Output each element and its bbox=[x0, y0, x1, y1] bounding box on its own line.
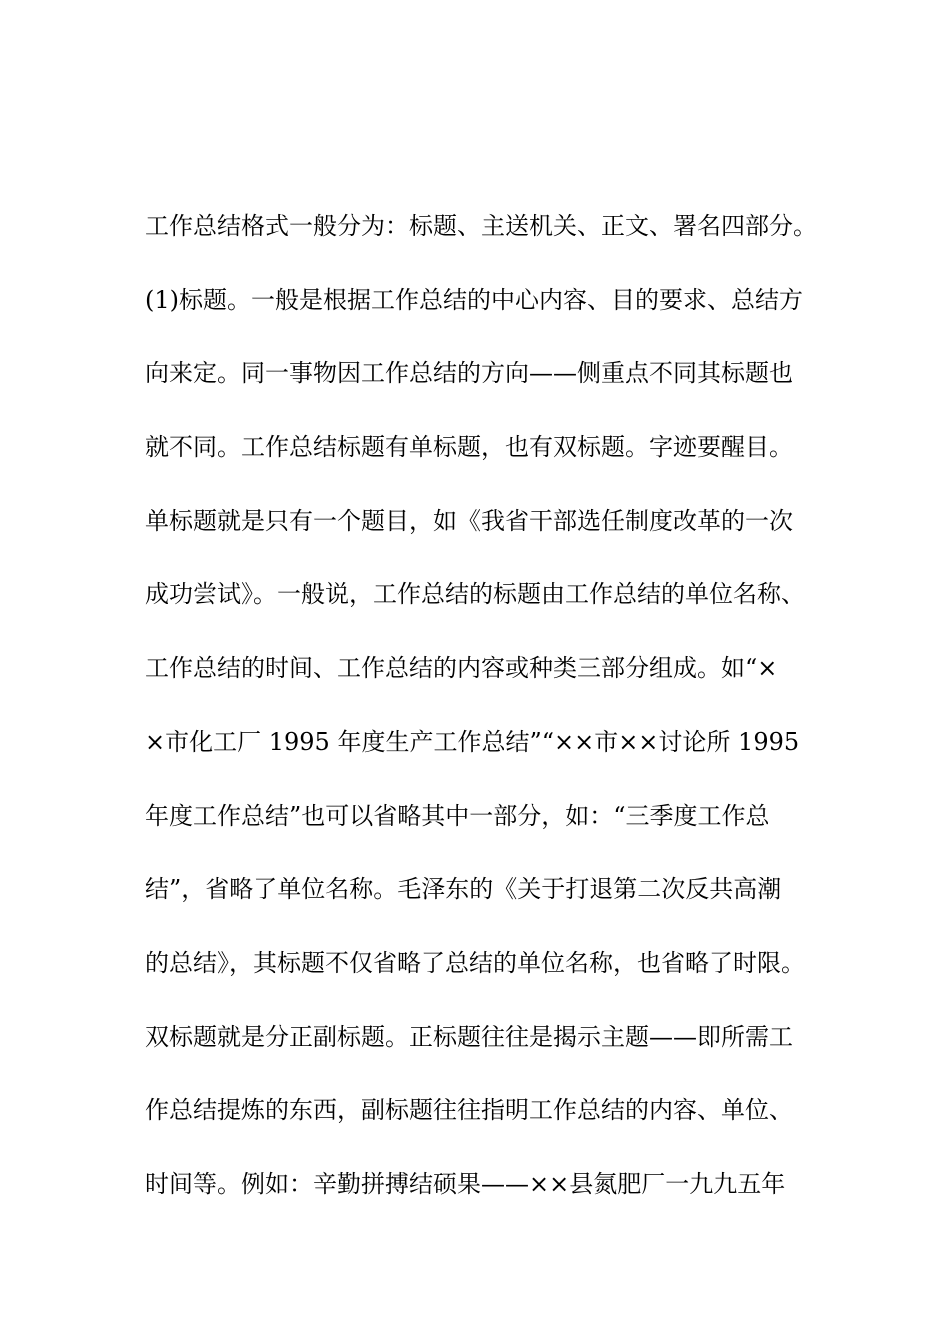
text-line: 单标题就是只有一个题目，如《我省干部选任制度改革的一次 bbox=[145, 506, 793, 535]
text-line: 作总结提炼的东西，副标题往往指明工作总结的内容、单位、 bbox=[145, 1096, 793, 1125]
text-line: (1)标题。一般是根据工作总结的中心内容、目的要求、总结方 bbox=[145, 285, 803, 314]
text-line: 双标题就是分正副标题。正标题往往是揭示主题——即所需工 bbox=[145, 1022, 793, 1051]
text-line: 工作总结格式一般分为：标题、主送机关、正文、署名四部分。 bbox=[145, 212, 817, 240]
text-line: 年度工作总结”也可以省略其中一部分，如：“三季度工作总 bbox=[145, 801, 770, 830]
text-line: 时间等。例如：辛勤拼搏结硕果——××县氮肥厂一九九五年 bbox=[145, 1169, 786, 1198]
body-text bbox=[145, 208, 835, 1240]
text-line: ×市化工厂 1995 年度生产工作总结”“××市××讨论所 1995 bbox=[145, 727, 800, 756]
text-line: 向来定。同一事物因工作总结的方向——侧重点不同其标题也 bbox=[145, 359, 793, 388]
text-line: 结”，省略了单位名称。毛泽东的《关于打退第二次反共高潮 bbox=[145, 875, 782, 904]
text-line: 的总结》，其标题不仅省略了总结的单位名称，也省略了时限。 bbox=[145, 948, 805, 977]
text-line: 就不同。工作总结标题有单标题，也有双标题。字迹要醒目。 bbox=[145, 433, 793, 462]
text-line: 工作总结的时间、工作总结的内容或种类三部分组成。如“× bbox=[145, 654, 778, 683]
text-line: 成功尝试》。一般说，工作总结的标题由工作总结的单位名称、 bbox=[145, 580, 805, 609]
